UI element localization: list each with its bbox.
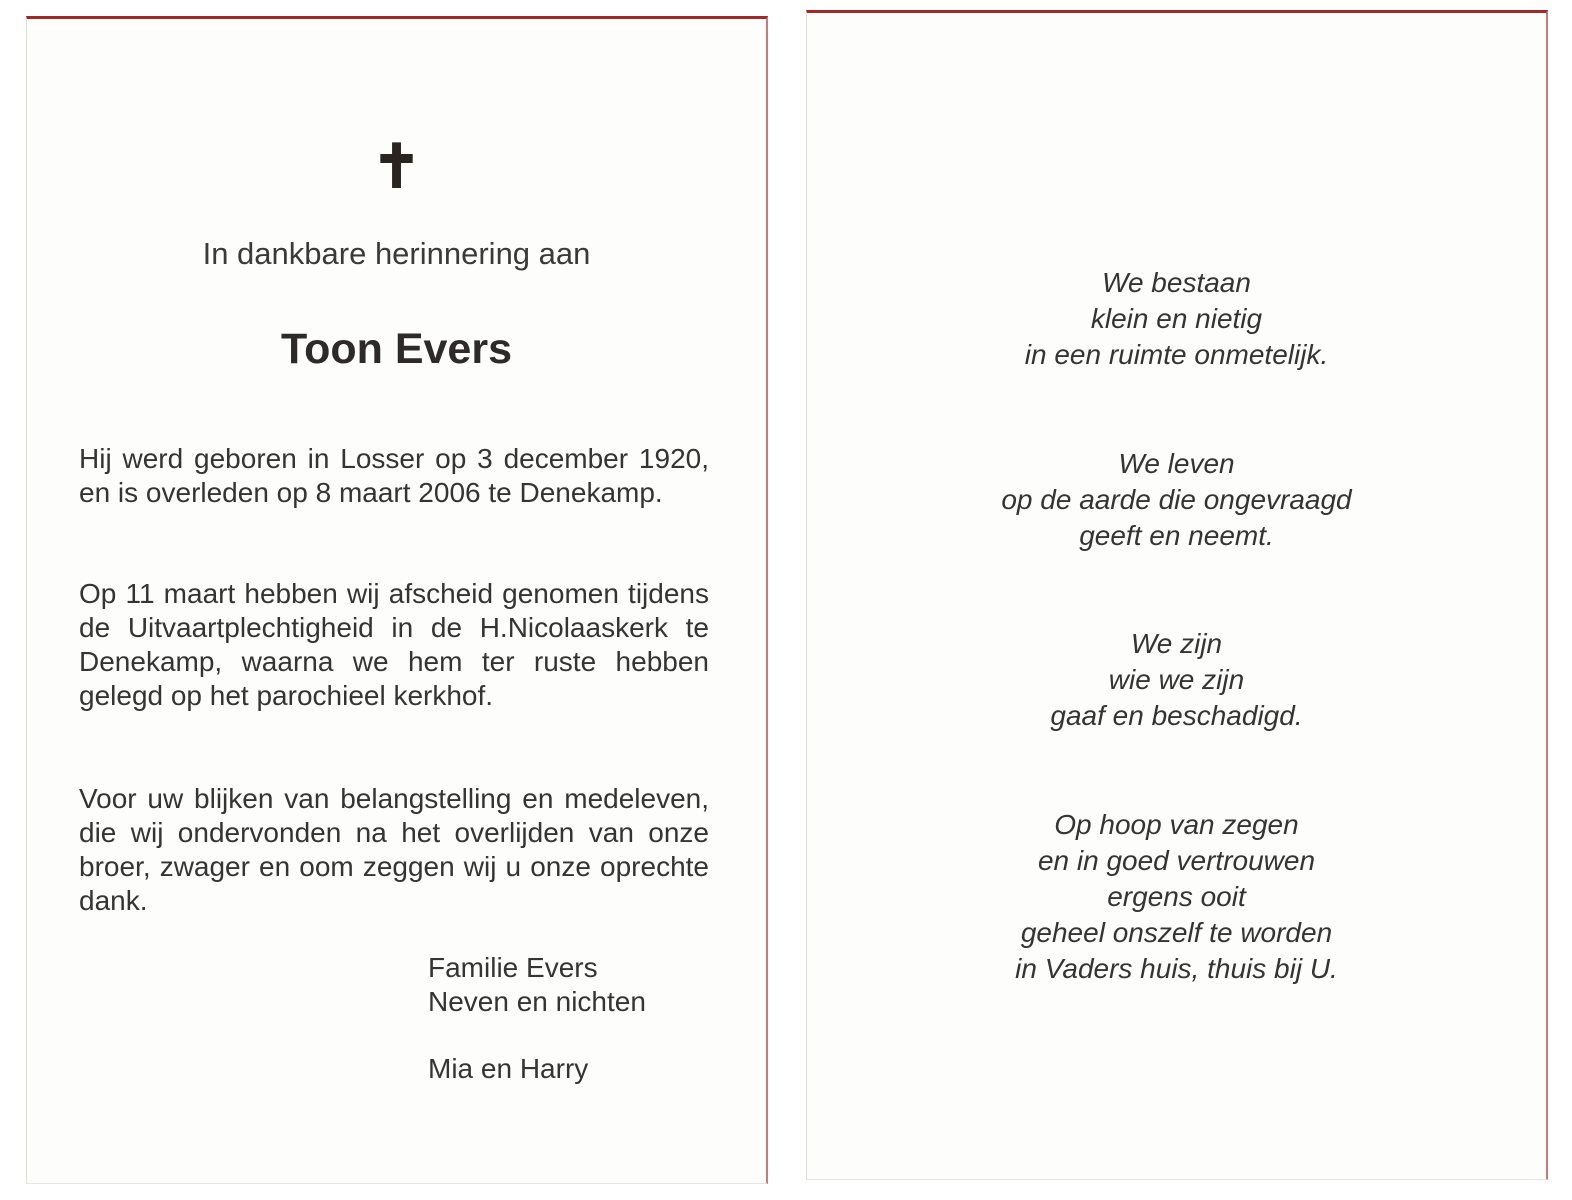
poem-line: in een ruimte onmetelijk. <box>1024 339 1329 370</box>
funeral-paragraph: Op 11 maart hebben wij afscheid genomen tijdens de Uitvaartplechtigheid in de H.Nicolaaskerk te Denekamp, waarna we hem ter ruste hebben gelegd op het parochieel kerkhof. <box>79 578 709 711</box>
cross-icon: ✝ <box>371 132 422 202</box>
poem-line: gaaf en beschadigd. <box>1050 700 1303 731</box>
poem-stanza <box>807 626 1546 734</box>
signature-line: Neven en nichten <box>428 986 646 1017</box>
poem-line: We bestaan <box>1102 267 1251 298</box>
signature-line: Familie Evers <box>428 952 598 983</box>
poem-line: ergens ooit <box>1107 881 1246 912</box>
poem-line: geheel onszelf te worden <box>1020 917 1333 948</box>
poem-stanza <box>807 446 1546 554</box>
poem-line: op de aarde die ongevraagd <box>1001 484 1352 515</box>
memorial-card-back <box>806 10 1548 1180</box>
thanks-paragraph: Voor uw blijken van belangstelling en medeleven, die wij ondervonden na het overlijden van onze broer, zwager en oom zeggen wij u onze oprechte dank. <box>79 783 709 916</box>
signature-line: Mia en Harry <box>428 1053 589 1084</box>
poem-line: We leven <box>1118 448 1235 479</box>
poem-line: klein en nietig <box>1090 303 1263 334</box>
poem-line: We zijn <box>1130 628 1223 659</box>
poem-line: Op hoop van zegen <box>1054 809 1299 840</box>
poem-stanza <box>807 807 1546 987</box>
birth-death-paragraph: Hij werd geboren in Losser op 3 december 1920, en is overleden op 8 maart 2006 te Denekamp. <box>79 443 709 508</box>
poem-stanza <box>807 265 1546 373</box>
poem-line: wie we zijn <box>1108 664 1245 695</box>
deceased-name: Toon Evers <box>281 325 512 373</box>
poem-line: en in goed vertrouwen <box>1037 845 1316 876</box>
memorial-card-front <box>26 16 768 1184</box>
poem-line: in Vaders huis, thuis bij U. <box>1015 953 1338 984</box>
poem-line: geeft en neemt. <box>1079 520 1274 551</box>
intro-text: In dankbare herinnering aan <box>202 236 591 271</box>
